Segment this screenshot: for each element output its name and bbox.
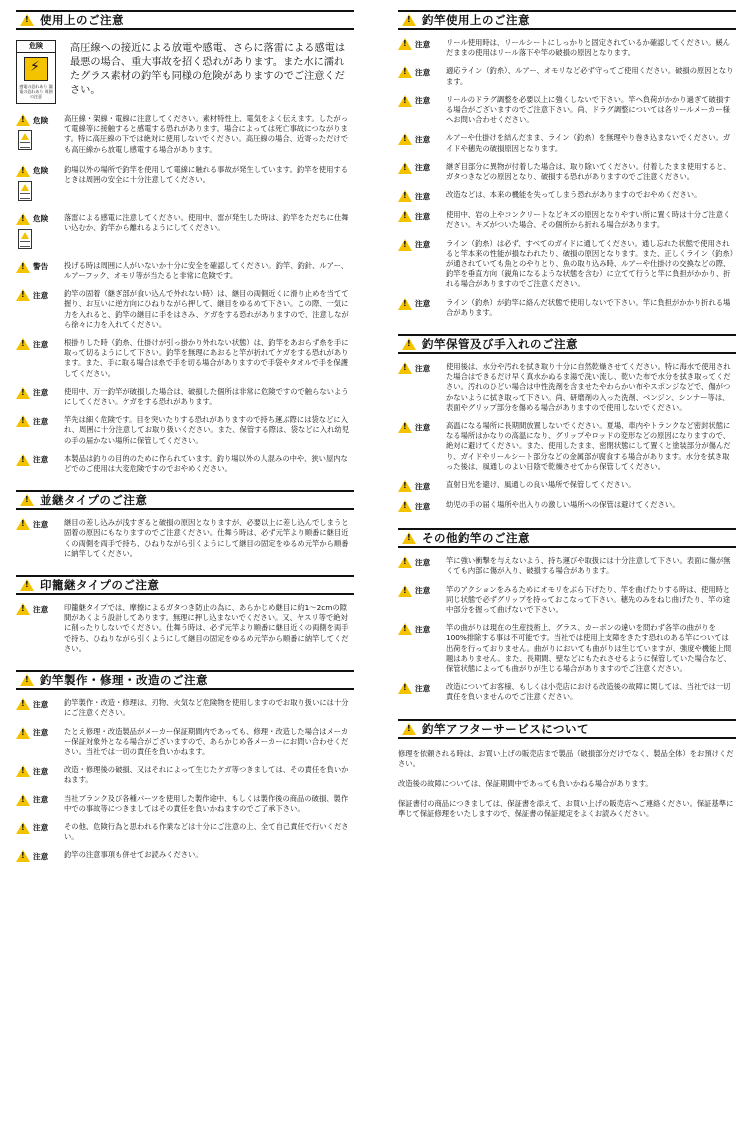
caution-text: ルアーや仕掛けを結んだまま、ライン（釣糸）を無理やり巻き込まないでください。ガイドや穂先の破損原因となります。	[446, 133, 731, 153]
caution-text: 改造などは、本来の機能を失ってしまう恐れがありますのでおやめください。	[446, 190, 702, 200]
caution-text: 直射日光を避け、風通しの良い場所で保管してください。	[446, 480, 636, 490]
caution-label: 注意	[33, 728, 49, 737]
warning-triangle-icon	[398, 66, 412, 78]
section-title: 釣竿アフターサービスについて	[422, 721, 589, 736]
caution-text: 竿のアクションをみるためにオモリをぶら下げたり、竿を曲げたりする時は、使用時と同じ状態で必ずグリップを持っておこなって下さい。穂先のみをねじ曲げたり、竿の途中部分を握って曲げないで下さい。	[446, 584, 731, 614]
warning-triangle-icon	[20, 494, 34, 506]
caution-text: 幼児の手の届く場所や出入りの激しい場所への保管は避けてください。	[446, 500, 680, 510]
caution-label: 注意	[33, 416, 49, 426]
caution-text: ライン（釣糸）は必ず、すべてのガイドに通してください。通し忘れた状態で使用されると竿本来の性能が損なわれたり、破損の原因となります。また、正しくライン（釣糸）が通されていても魚とのやりとり、魚の取り込み時、ルアーや仕掛けの交換などの際、釣竿を垂直方向（鋭角になるような状態を含む）に立てて行うと竿に負担がかかり、折れる場合がありますのでご注意ください。	[446, 238, 734, 289]
caution-text: 印籠継タイプでは、摩擦によるガタつき防止の為に、あらかじめ継目に約1～2cmの隙間があくよう設計してあります。無理に押し込まないでください。又、ヤスリ等で絶対に削ったりしないでください。仕舞う時は、必ず元竿より順番に継目近くの両側を両手で持ち、ひねりながら引くようにして継目の固定をゆるめ元竿から順番に納竿してください。	[64, 603, 349, 653]
caution-item	[16, 415, 354, 446]
caution-text: たとえ修理・改造製品がメーカー保証期間内であっても、修理・改造した場合はメーカー保証対象外となる場合がございますので、あらかじめ各メーカーにお問い合わせください。当社では一切の責任を負いかねます。	[64, 726, 349, 756]
warning-triangle-icon	[398, 239, 412, 251]
high-voltage-sticker-icon	[18, 181, 32, 201]
caution-item	[398, 500, 736, 512]
warning-triangle-icon	[402, 14, 416, 26]
caution-label: 注意	[33, 699, 49, 709]
caution-item	[398, 682, 736, 702]
section-title: 釣竿使用上のご注意	[422, 13, 530, 27]
caution-item	[398, 133, 736, 153]
section-header	[16, 575, 354, 595]
caution-label: 注意	[33, 823, 49, 833]
caution-label: 注意	[415, 422, 431, 432]
danger-badge-note: 感電の恐れあり 漏電の恐れあり 周囲の注意	[19, 84, 53, 99]
caution-item	[398, 585, 736, 616]
caution-label: 注意	[33, 339, 49, 349]
caution-text: 釣竿製作・改造・修理は、刃物、火気など危険物を使用しますのでお取り扱いには十分にご注意ください。	[64, 698, 349, 718]
warning-triangle-icon	[16, 338, 30, 350]
caution-item	[16, 794, 354, 814]
service-paragraph: 保証書付の商品につきましては、保証書を添えて、お買い上げの販売店へご連絡ください。保証基準に準じて保証修理をいたしますので、保証書の保証規定をよくお読みください。	[398, 799, 734, 819]
caution-label: 注意	[415, 481, 431, 491]
caution-item	[398, 66, 736, 86]
section-storage-cautions	[398, 334, 736, 512]
warning-triangle-icon	[402, 338, 416, 350]
warning-triangle-icon	[16, 518, 30, 530]
caution-label: 危険	[33, 115, 49, 125]
warning-triangle-icon	[20, 674, 34, 686]
warning-triangle-icon	[16, 213, 30, 225]
caution-text: 釣竿の固着（継ぎ部が食い込んで外れない時）は、継目の両側近くに滑り止めを当てて握り、お互いに逆方向にひねりながら押して、継目をゆるめて下さい。この際、一気に力を入れると、釣竿の継目に手をはさみ、ケガをする恐れがありますので、注意しながら徐々に力を入れてください。	[64, 289, 349, 329]
section-title: 釣竿製作・修理・改造のご注意	[40, 673, 208, 688]
caution-label: 注意	[33, 388, 49, 398]
caution-text: 適応ライン（釣糸）、ルアー、オモリなど必ず守ってご使用ください。破損の原因となります。	[446, 66, 734, 86]
high-voltage-sticker-icon	[18, 229, 32, 249]
warning-triangle-icon	[398, 95, 412, 107]
caution-text: 使用後は、水分や汚れを拭き取り十分に自然乾燥させてください。特に海水で使用された場合はできるだけ早く真水かぬるま湯で洗い流し、乾いた布で水分を拭き取ってください。汚れのひどい場合は中性洗剤を含ませたやわらかい布やスポンジなどで、傷がつかないように拭き取って下さい。尚、研磨剤の入った洗剤、ベンジン、シンナー等は、表面やグリップ部分を傷める場合がありますので使用しないでください。	[446, 362, 731, 412]
service-paragraph: 修理を依頼される時は、お買い上げの販売店まで製品（破損部分だけでなく、製品全体）をお預けください。	[398, 748, 734, 768]
warning-triangle-icon	[16, 727, 30, 739]
warning-triangle-icon	[398, 421, 412, 433]
caution-item	[398, 623, 736, 674]
caution-text: 本製品は釣りの目的のために作られています。釣り場以外の人混みの中や、狭い屋内などでのご使用は大変危険ですのでおやめください。	[64, 453, 348, 474]
warning-triangle-icon	[398, 585, 412, 597]
section-header	[16, 10, 354, 30]
warning-triangle-icon	[16, 850, 30, 862]
caution-item	[16, 338, 354, 379]
warning-triangle-icon	[398, 362, 412, 374]
electric-shock-icon	[24, 57, 48, 81]
caution-item	[398, 362, 736, 413]
danger-text: 高圧線への接近による放電や感電、さらに落雷による感電は最悪の場合、重大事故を招く恐れがあります。また水に濡れたグラス素材の釣竿も同様の危険がありますのでご注意ください。	[70, 43, 346, 96]
service-paragraph: 改造後の故障については、保証期間中であっても負いかねる場合があります。	[398, 778, 653, 788]
caution-label: 注意	[33, 851, 49, 861]
caution-item	[398, 190, 736, 202]
danger-badge	[16, 40, 56, 104]
caution-label: 注意	[33, 766, 49, 776]
section-header	[398, 528, 736, 548]
caution-label: 注意	[415, 39, 431, 49]
caution-item	[16, 114, 354, 155]
warning-triangle-icon	[398, 133, 412, 145]
caution-text: 投げる時は周囲に人がいないか十分に安全を確認してください。釣竿、釣針、ルアー、ルアーフック、オモリ等が当たると非常に危険です。	[64, 260, 349, 281]
caution-label: 危険	[33, 166, 49, 176]
warning-triangle-icon	[16, 261, 30, 273]
caution-text: 釣場以外の場所で釣竿を使用して電線に触れる事故が発生しています。釣竿を使用するときは周囲の安全に十分注意してください。	[64, 164, 348, 185]
caution-label: 注意	[415, 624, 431, 634]
caution-label: 注意	[415, 586, 431, 595]
caution-label: 注意	[415, 501, 431, 511]
warning-triangle-icon	[398, 162, 412, 174]
caution-label: 注意	[33, 604, 49, 614]
warning-triangle-icon	[16, 289, 30, 301]
warning-triangle-icon	[398, 38, 412, 50]
caution-label: 注意	[415, 211, 431, 221]
warning-triangle-icon	[16, 114, 30, 126]
warning-triangle-icon	[398, 210, 412, 222]
caution-label: 警告	[33, 262, 49, 272]
section-header	[398, 334, 736, 354]
caution-label: 危険	[33, 214, 49, 224]
caution-item	[16, 213, 354, 249]
section-header	[398, 719, 736, 739]
section-namitsugi-cautions	[16, 490, 354, 559]
caution-text: 落雷による感電に注意してください。使用中、雷が発生した時は、釣竿をただちに仕舞い込むか、釣竿から離れるようにしてください。	[64, 212, 349, 233]
caution-label: 注意	[415, 363, 431, 373]
caution-text: リールのドラグ調整を必要以上に強くしないで下さい。竿へ負荷がかかり過ぎて破損する場合がございますのでご注意下さい。尚、ドラグ調整については各リールメーカー様へお問い合わせください。	[446, 94, 731, 125]
caution-label: 注意	[33, 290, 49, 300]
caution-item	[398, 38, 736, 58]
caution-text: 使用中、岩の上やコンクリートなどキズの原因となりやすい所に置く時は十分ご注意ください。キズがついた場合、その個所から折れる場合があります。	[446, 210, 731, 230]
warning-triangle-icon	[16, 765, 30, 777]
warning-triangle-icon	[398, 480, 412, 492]
warning-triangle-icon	[402, 532, 416, 544]
caution-label: 注意	[415, 683, 431, 693]
caution-item	[398, 298, 736, 318]
warning-triangle-icon	[398, 556, 412, 568]
warning-triangle-icon	[398, 623, 412, 635]
high-voltage-sticker-icon	[18, 130, 32, 150]
caution-text: ライン（釣糸）が釣竿に絡んだ状態で使用しないで下さい。竿に負担がかかり折れる場合があります。	[446, 297, 731, 317]
caution-text: 当社ブランク及び各種パーツを使用した製作途中、もしくは製作後の商品の破損、製作中での事故等につきましてはその責任を負いかねますのでご了承下さい。	[64, 793, 349, 813]
caution-item	[16, 387, 354, 407]
warning-triangle-icon	[402, 723, 416, 735]
caution-item	[16, 822, 354, 842]
section-inrotsugi-cautions	[16, 575, 354, 654]
caution-label: 注意	[415, 163, 431, 173]
caution-label: 注意	[415, 191, 431, 201]
warning-triangle-icon	[16, 454, 30, 466]
caution-item	[16, 603, 354, 654]
warning-triangle-icon	[398, 500, 412, 512]
caution-item	[398, 421, 736, 472]
section-title: 釣竿保管及び手入れのご注意	[422, 337, 578, 352]
caution-label: 注意	[415, 134, 431, 144]
caution-item	[16, 518, 354, 559]
warning-triangle-icon	[20, 579, 34, 591]
caution-item	[16, 850, 354, 862]
caution-label: 注意	[33, 455, 49, 465]
caution-text: 根掛りした時（釣糸、仕掛けが引っ掛かり外れない状態）は、釣竿をあおらず糸を手に取って切るようにして下さい。釣竿を無理にあおると竿が折れてケガをする恐れがあります。また、手に取る場合は糸で手を切る場合がありますので手袋やタオルで手を保護してください。	[64, 338, 349, 378]
caution-item	[16, 698, 354, 718]
warning-triangle-icon	[16, 165, 30, 177]
right-column	[398, 10, 736, 820]
danger-notice	[16, 40, 354, 104]
caution-item	[398, 480, 736, 492]
caution-text: 改造についてお客様、もしくは小売店における改造後の故障に関しては、当社では一切責任を負いませんのでご注意ください。	[446, 682, 731, 702]
caution-item	[398, 95, 736, 126]
warning-triangle-icon	[398, 190, 412, 202]
warning-triangle-icon	[398, 298, 412, 310]
caution-label: 注意	[415, 67, 431, 77]
section-other-cautions	[398, 528, 736, 702]
caution-item	[16, 289, 354, 330]
danger-badge-title: 危険	[17, 41, 55, 53]
caution-text: 高温になる場所に長期間放置しないでください。夏場、車内やトランクなど密封状態になる場所はかなりの高温になり、グリップやロッドの変形などの原因になりますので、絶対に避けてください。また、使用したまま、密閉状態にして置くと塗装部分が傷んだり、ガイドやリールシート部分などの金属部が腐食する場合があります。水分を拭き取った後は、風通しのよい日陰で乾燥させてから保管してください。	[446, 421, 731, 471]
section-header	[398, 10, 736, 30]
caution-text: 継ぎ目部分に異物が付着した場合は、取り除いてください。付着したまま使用すると、ガタつきなどの原因となり、破損する恐れがありますのでご注意ください。	[446, 161, 731, 182]
caution-text: リール使用時は、リールシートにしっかりと固定されているか確認してください。緩んだままの使用はリール落下や竿の破損の原因となります。	[446, 38, 731, 58]
caution-text: 竿先は細く危険です。目を突いたりする恐れがありますので持ち運ぶ際には袋などに入れ、周囲に十分注意してお取り扱いください。また、保管する際は、袋などに入れ幼児の手の届かない場所に保管してください。	[64, 415, 350, 445]
caution-item	[16, 261, 354, 281]
caution-text: 改造・修理後の破損、又はそれによって生じたケガ等つきましては、その責任を負いかねます。	[64, 765, 349, 785]
caution-item	[16, 727, 354, 758]
caution-text: 釣竿の注意事項も併せてお読みください。	[64, 850, 203, 860]
section-title: 並継タイプのご注意	[40, 493, 148, 508]
caution-text: 竿に強い衝撃を与えないよう、持ち運びや取扱には十分注意して下さい。表面に傷が無くても内部に傷が入り、破損する場合があります。	[446, 556, 731, 576]
caution-label: 注意	[415, 240, 431, 250]
warning-triangle-icon	[20, 14, 34, 26]
section-repair-cautions	[16, 670, 354, 862]
section-after-service	[398, 719, 736, 820]
warning-triangle-icon	[16, 415, 30, 427]
caution-text: その他、危険行為と思われる作業などは十分にご注意の上、全て自己責任で行いください。	[64, 821, 349, 842]
left-column	[16, 10, 354, 862]
warning-triangle-icon	[16, 603, 30, 615]
section-usage-cautions	[16, 10, 354, 474]
caution-label: 注意	[415, 96, 431, 106]
caution-text: 竿の曲がりは現在の生産技術上、グラス、カーボンの違いを問わず各竿の曲がりを100%排除する事は不可能です。当社では使用上支障をきたす恐れのある竿については出荷を行っておりません。曲がりにおいても曲がりは生じていますが、強度や機能上問題はありません。また、長期間、壁などにもたれさせるように保管していた場合など、保管状態によっても曲がりが生じる場合がありますのでご注意ください。	[446, 623, 732, 673]
caution-text: 継目の差し込みが浅すぎると破損の原因となりますが、必要以上に差し込んでしまうと固着の原因にもなりますのでご注意ください。仕舞う時は、必ず元竿より順番に継目近くの両側を両手で持ち、ひねりながら引くようにして継目の固定をゆるめ元竿から順番に納竿してください。	[64, 518, 349, 558]
caution-item	[398, 210, 736, 230]
caution-item	[398, 162, 736, 182]
caution-item	[16, 165, 354, 201]
warning-triangle-icon	[16, 698, 30, 710]
section-header	[16, 670, 354, 690]
warning-triangle-icon	[16, 794, 30, 806]
section-title: 印籠継タイプのご注意	[40, 578, 160, 593]
section-title: 使用上のご注意	[40, 13, 124, 27]
caution-item	[16, 765, 354, 785]
caution-label: 注意	[415, 299, 431, 309]
warning-triangle-icon	[16, 387, 30, 399]
caution-text: 使用中、万一釣竿が破損した場合は、破損した個所は非常に危険ですので触らないようにしてください。ケガをする恐れがあります。	[64, 386, 349, 407]
warning-triangle-icon	[398, 682, 412, 694]
section-rod-usage-cautions	[398, 10, 736, 318]
section-title: その他釣竿のご注意	[422, 531, 530, 546]
caution-item	[398, 556, 736, 576]
section-header	[16, 490, 354, 510]
caution-label: 注意	[33, 795, 49, 805]
caution-label: 注意	[415, 557, 431, 567]
caution-text: 高圧線・架線・電線に注意してください。素材特性上、電気をよく伝えます。したがって電線等に接触すると感電する恐れがあります。場合によっては死亡事故につながります。特に高圧線の下では絶対に使用しないでください。高圧線の場合、近寄っただけでも高圧線から放電し感電する場合があります。	[64, 114, 348, 154]
caution-item	[398, 239, 736, 290]
caution-item	[16, 454, 354, 474]
caution-label: 注意	[33, 519, 49, 529]
warning-triangle-icon	[16, 822, 30, 834]
